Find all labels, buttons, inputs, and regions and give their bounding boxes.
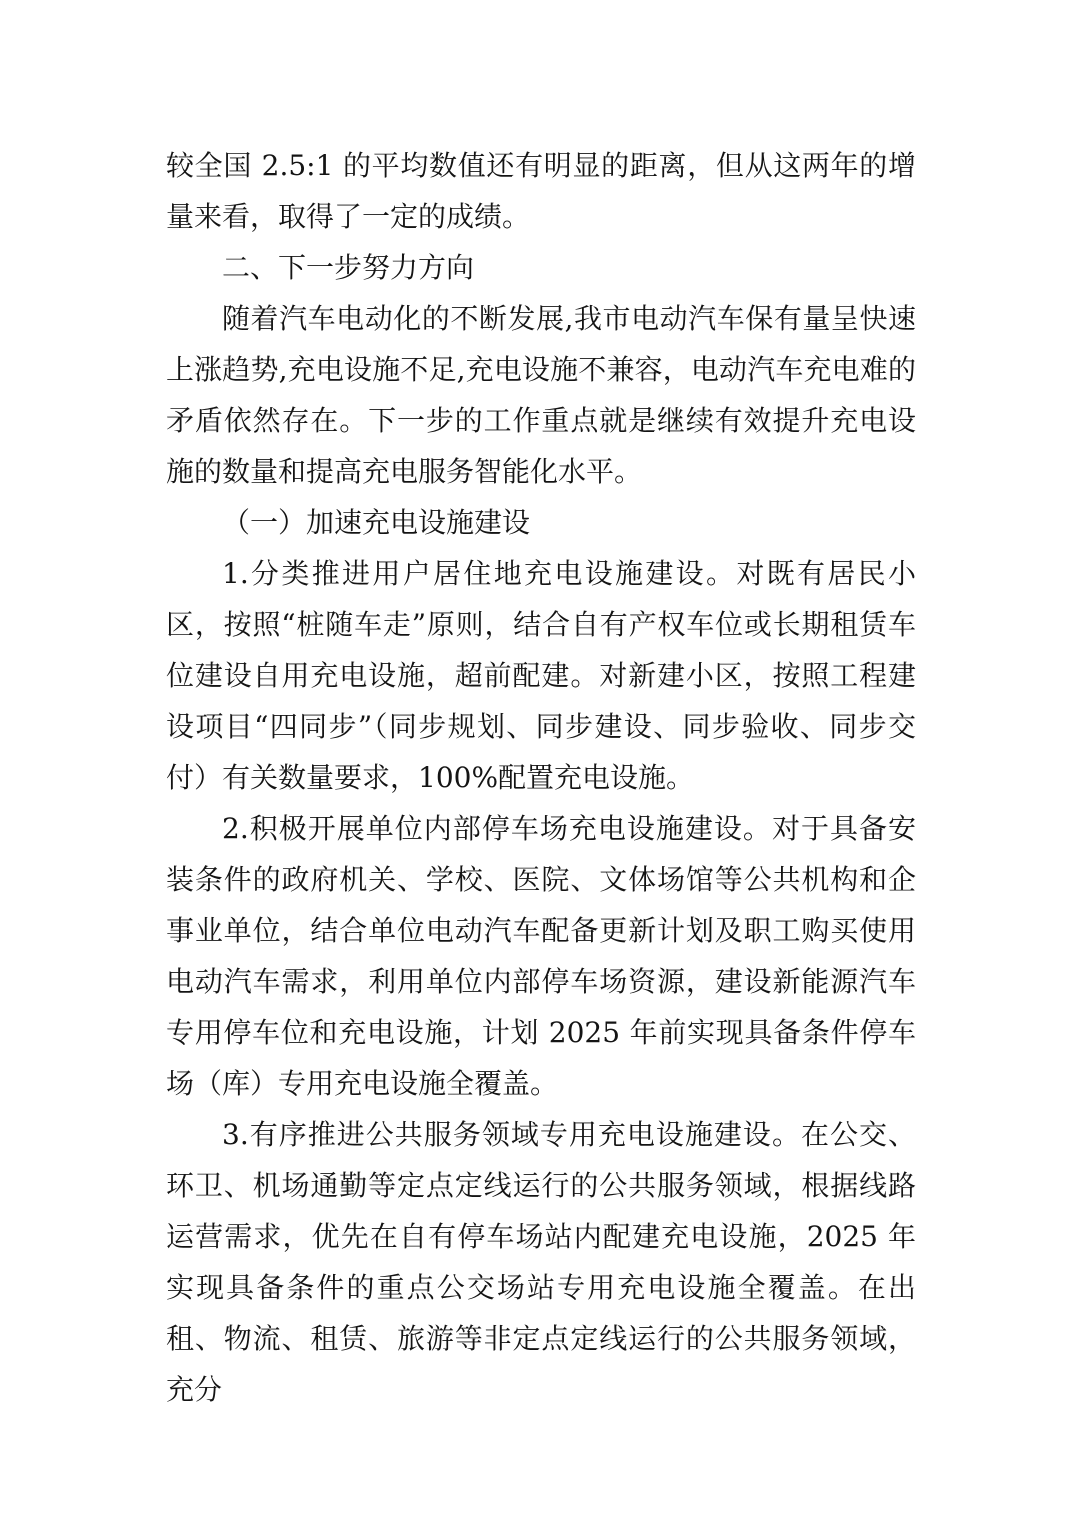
paragraph-item-3-public-service: 3.有序推进公共服务领域专用充电设施建设。在公交、环卫、机场通勤等定点定线运行的公共服务领域，根据线路运营需求，优先在自有停车场站内配建充电设施，2025 年实现具备条件的重点公交场站专用充电设施全覆盖。在出租、物流、租赁、旅游等非定点定线运行的公共服务领域，充分 <box>166 1118 916 1406</box>
subsection-heading-accelerate-construction: （一）加速充电设施建设 <box>222 506 531 539</box>
paragraph-next-steps-intro: 随着汽车电动化的不断发展,我市电动汽车保有量呈快速上涨趋势,充电设施不足,充电设施不兼容，电动汽车充电难的矛盾依然存在。下一步的工作重点就是继续有效提升充电设施的数量和提高充电服务智能化水平。 <box>166 302 916 488</box>
paragraph-item-1-residential: 1.分类推进用户居住地充电设施建设。对既有居民小区，按照“桩随车走”原则，结合自有产权车位或长期租赁车位建设自用充电设施，超前配建。对新建小区，按照工程建设项目“四同步”（同步规划、同步建设、同步验收、同步交付）有关数量要求，100%配置充电设施。 <box>166 557 916 794</box>
paragraph-continued: 较全国 2.5:1 的平均数值还有明显的距离，但从这两年的增量来看，取得了一定的成绩。 <box>166 149 916 233</box>
paragraph-item-2-workplace: 2.积极开展单位内部停车场充电设施建设。对于具备安装条件的政府机关、学校、医院、文体场馆等公共机构和企事业单位，结合单位电动汽车配备更新计划及职工购买使用电动汽车需求，利用单位内部停车场资源，建设新能源汽车专用停车位和充电设施，计划 2025 年前实现具备条件停车场（库）专用充电设施全覆盖。 <box>166 812 916 1100</box>
section-heading-next-steps: 二、下一步努力方向 <box>222 251 475 284</box>
document-body <box>166 140 916 1415</box>
